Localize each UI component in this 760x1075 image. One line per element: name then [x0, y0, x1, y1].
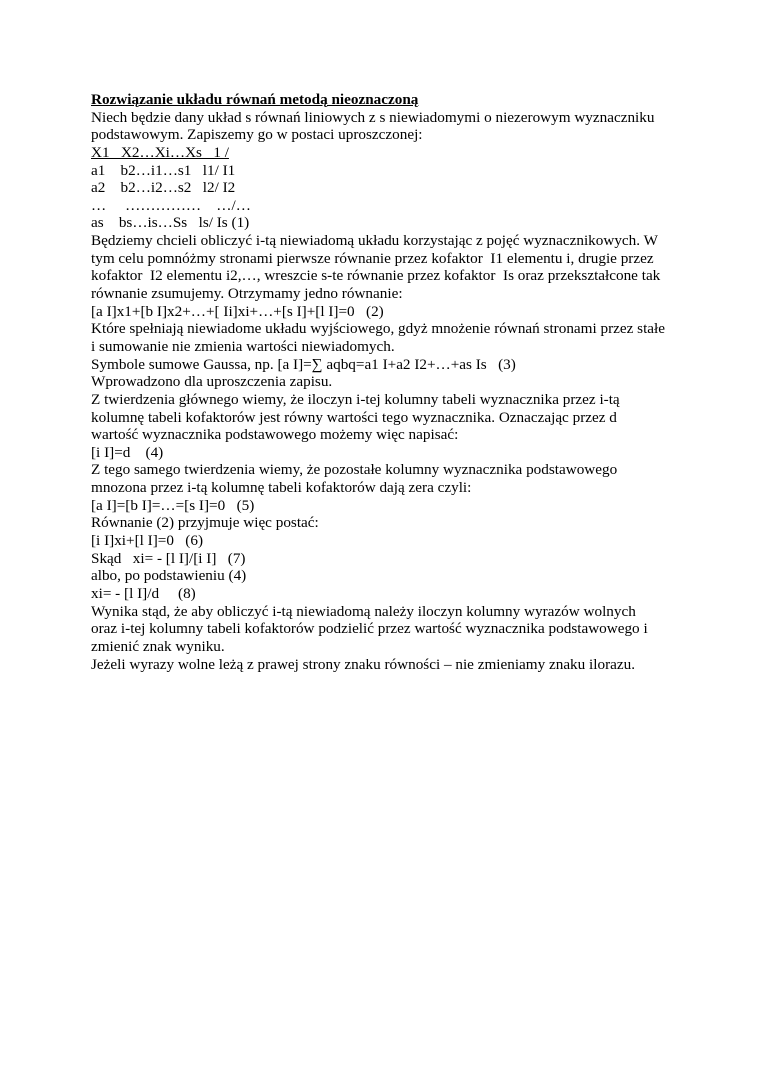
paragraph-line: Wprowadzono dla uproszczenia zapisu.	[91, 373, 333, 391]
table-header-line: X1 X2…Xi…Xs 1 /	[91, 143, 229, 161]
paragraph-line: Z tego samego twierdzenia wiemy, że pozostałe kolumny wyznacznika podstawowego	[91, 461, 618, 479]
paragraph-line: Niech będzie dany układ s równań liniowych z s niewiadomymi o niezerowym wyznaczniku	[91, 108, 655, 126]
paragraph-line: równanie zsumujemy. Otrzymamy jedno równanie:	[91, 285, 403, 303]
paragraph-line: kolumnę tabeli kofaktorów jest równy wartości tego wyznacznika. Oznaczając przez d	[91, 408, 617, 426]
paragraph-line: mnozona przez i-tą kolumnę tabeli kofaktorów dają zera czyli:	[91, 479, 472, 497]
paragraph-line: albo, po podstawieniu (4)	[91, 567, 247, 585]
equation-line: [i I]=d (4)	[91, 443, 164, 461]
paragraph-line: zmienić znak wyniku.	[91, 637, 225, 655]
table-row-line: a1 b2…i1…s1 l1/ I1	[91, 161, 236, 179]
table-row-line: … …………… …/…	[91, 196, 251, 214]
paragraph-line: wartość wyznacznika podstawowego możemy więc napisać:	[91, 426, 459, 444]
equation-line: Skąd xi= - [l I]/[i I] (7)	[91, 549, 246, 567]
paragraph-line: i sumowanie nie zmienia wartości niewiadomych.	[91, 337, 395, 355]
equation-line: [a I]=[b I]=…=[s I]=0 (5)	[91, 496, 255, 514]
equation-line: Symbole sumowe Gaussa, np. [a I]=∑ aqbq=a1 I+a2 I2+…+as Is (3)	[91, 355, 516, 373]
paragraph-line: oraz i-tej kolumny tabeli kofaktorów podzielić przez wartość wyznacznika podstawowego i	[91, 620, 648, 638]
document-page	[91, 91, 681, 673]
equation-line: [i I]xi+[l I]=0 (6)	[91, 532, 204, 550]
paragraph-line: Równanie (2) przyjmuje więc postać:	[91, 514, 319, 532]
table-row-line: as bs…is…Ss ls/ Is (1)	[91, 214, 250, 232]
paragraph-line: kofaktor I2 elementu i2,…, wreszcie s-te równanie przez kofaktor Is oraz przekształcone tak	[91, 267, 661, 285]
paragraph-line: Wynika stąd, że aby obliczyć i-tą niewiadomą należy iloczyn kolumny wyrazów wolnych	[91, 602, 636, 620]
equation-line: [a I]x1+[b I]x2+…+[ Ii]xi+…+[s I]+[l I]=0 (2)	[91, 302, 384, 320]
paragraph-line: Będziemy chcieli obliczyć i-tą niewiadomą układu korzystając z pojęć wyznacznikowych. W	[91, 232, 658, 250]
table-row-line: a2 b2…i2…s2 l2/ I2	[91, 179, 236, 197]
document-title: Rozwiązanie układu równań metodą nieoznaczoną	[91, 91, 419, 108]
paragraph-line: Jeżeli wyrazy wolne leżą z prawej strony znaku równości – nie zmieniamy znaku ilorazu.	[91, 655, 636, 673]
paragraph-line: Z twierdzenia głównego wiemy, że iloczyn i-tej kolumny tabeli wyznacznika przez i-tą	[91, 390, 620, 408]
equation-line: xi= - [l I]/d (8)	[91, 584, 196, 602]
paragraph-line: tym celu pomnóżmy stronami pierwsze równanie przez kofaktor I1 elementu i, drugie przez	[91, 249, 654, 267]
paragraph-line: Które spełniają niewiadome układu wyjściowego, gdyż mnożenie równań stronami przez stałe	[91, 320, 665, 338]
paragraph-line: podstawowym. Zapiszemy go w postaci uproszczonej:	[91, 126, 423, 144]
